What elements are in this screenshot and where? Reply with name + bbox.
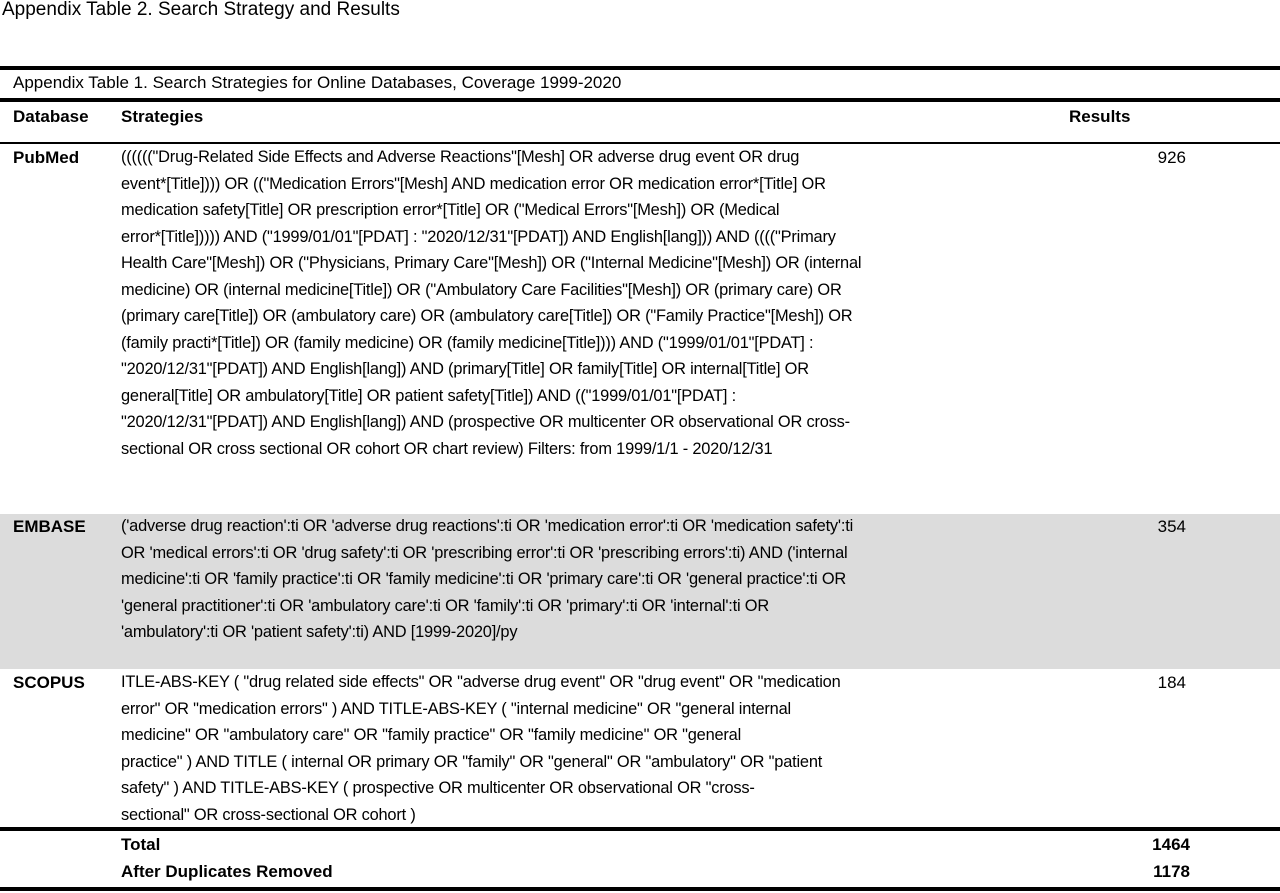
strategy-line: (family practi*[Title]) OR (family medicine) OR (family medicine[Title]))) AND ("1999/01/01"[PDAT] :: [121, 333, 814, 352]
strategy-line: "2020/12/31"[PDAT]) AND English[lang]) AND (prospective OR multicenter OR observational OR cross-: [121, 413, 850, 431]
strategy-line: sectional OR cross sectional OR cohort OR chart review) Filters: from 1999/1/1 - 2020/12/31: [121, 439, 773, 458]
strategy-line: (primary care[Title]) OR (ambulatory care) OR (ambulatory care[Title]) OR ("Family Practice"[Mesh]) OR: [121, 307, 853, 325]
strategy-line: medicine':ti OR 'family practice':ti OR 'family medicine':ti OR 'primary care':ti OR 'general practice':ti OR: [121, 570, 847, 588]
after-duplicates-value: 1178: [1153, 862, 1190, 881]
strategy-line: practice" ) AND TITLE ( internal OR primary OR "family" OR "general" OR "ambulatory" OR "patient: [121, 752, 823, 771]
column-header-strategies: Strategies: [121, 107, 204, 126]
strategy-line: ITLE-ABS-KEY ( "drug related side effects" OR "adverse drug event" OR "drug event" OR "medication: [121, 673, 841, 691]
column-header-results: Results: [1069, 107, 1131, 126]
strategy-line: medication safety[Title] OR prescription error*[Title] OR ("Medical Errors"[Mesh]) OR (Medical: [121, 201, 780, 219]
strategy-line: medicine) OR (internal medicine[Title]) OR ("Ambulatory Care Facilities"[Mesh]) OR (primary care) OR: [121, 280, 842, 299]
database-name: PubMed: [13, 148, 80, 167]
total-label: Total: [121, 835, 161, 854]
strategy-line: error" OR "medication errors" ) AND TITLE-ABS-KEY ( "internal medicine" OR "general internal: [121, 699, 791, 718]
strategy-line: event*[Title]))) OR (("Medication Errors"[Mesh] AND medication error OR medication error*[Title] OR: [121, 174, 826, 193]
strategy-line: "2020/12/31"[PDAT]) AND English[lang]) AND (primary[Title] OR family[Title] OR internal[Title] OR: [121, 360, 809, 378]
result-count: 184: [1157, 673, 1186, 692]
strategy-text: [121, 513, 1051, 646]
total-value: 1464: [1152, 835, 1190, 854]
strategy-line: medicine" OR "ambulatory care" OR "family practice" OR "family medicine" OR "general: [121, 726, 742, 744]
database-name: EMBASE: [13, 517, 86, 536]
strategy-line: 'ambulatory':ti OR 'patient safety':ti) AND [1999-2020]/py: [121, 623, 518, 641]
strategy-line: ('adverse drug reaction':ti OR 'adverse drug reactions':ti OR 'medication error':ti OR 'medication safety':ti: [121, 517, 854, 535]
result-count: 354: [1157, 517, 1186, 536]
table-caption: Appendix Table 1. Search Strategies for Online Databases, Coverage 1999-2020: [13, 73, 622, 92]
after-duplicates-label: After Duplicates Removed: [121, 862, 333, 881]
body-end-rule: [0, 827, 1280, 831]
strategy-line: sectional" OR cross-sectional OR cohort ): [121, 805, 416, 824]
page-heading: Appendix Table 2. Search Strategy and Results: [2, 0, 400, 20]
strategy-line: error*[Title])))) AND ("1999/01/01"[PDAT] : "2020/12/31"[PDAT]) AND English[lang])) AND (((("Primary: [121, 227, 836, 246]
column-header-database: Database: [13, 107, 89, 126]
strategy-line: safety" ) AND TITLE-ABS-KEY ( prospective OR multicenter OR observational OR "cross-: [121, 779, 755, 797]
strategy-line: general[Title] OR ambulatory[Title] OR patient safety[Title]) AND (("1999/01/01"[PDAT] :: [121, 386, 736, 405]
strategy-text: [121, 669, 1051, 828]
database-name: SCOPUS: [13, 673, 85, 692]
table-top-rule: [0, 66, 1280, 70]
table-bottom-rule: [0, 887, 1280, 891]
strategy-line: OR 'medical errors':ti OR 'drug safety':ti OR 'prescribing error':ti OR 'prescribing errors':ti) AND ('internal: [121, 543, 848, 562]
strategy-line: (((((("Drug-Related Side Effects and Adverse Reactions"[Mesh] OR adverse drug event OR drug: [121, 148, 800, 166]
strategy-line: 'general practitioner':ti OR 'ambulatory care':ti OR 'family':ti OR 'primary':ti OR 'internal':ti OR: [121, 596, 769, 615]
strategy-line: Health Care"[Mesh]) OR ("Physicians, Primary Care"[Mesh]) OR ("Internal Medicine"[Mesh]) OR (internal: [121, 254, 862, 272]
result-count: 926: [1157, 148, 1186, 167]
strategy-text: [121, 144, 1051, 462]
caption-rule: [0, 98, 1280, 102]
